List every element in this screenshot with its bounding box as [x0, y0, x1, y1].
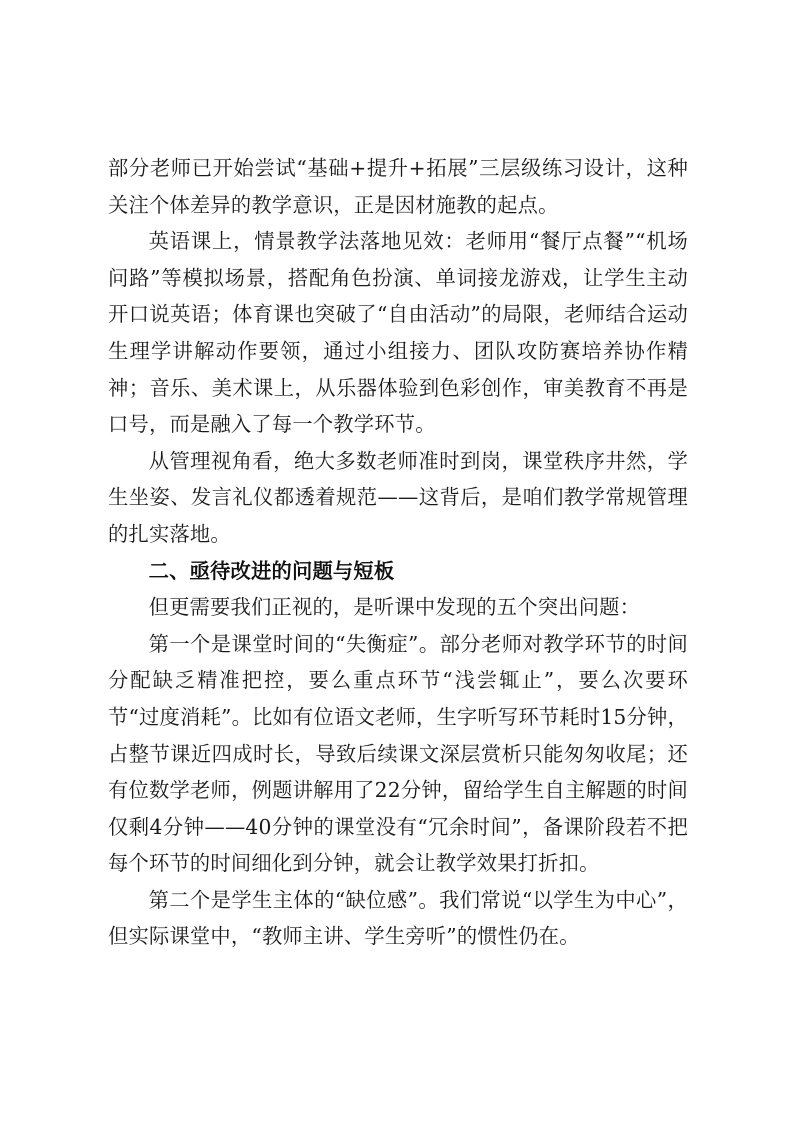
paragraph-problem-one: 第一个是课堂时间的“失衡症”。部分老师对教学环节的时间分配缺乏精准把控，要么重点环节“浅尝辄止”，要么次要环节“过度消耗”。比如有位语文老师，生字听写环节耗时15分钟，占整节课近四成时长，导致后续课文深层赏析只能匆匆收尾；还有位数学老师，例题讲解用了22分钟，留给学生自主解题的时间仅剩4分钟——40分钟的课堂没有“冗余时间”，备课阶段若不把每个环节的时间细化到分钟，就会让教学效果打折扣。 [108, 631, 688, 876]
paragraph-english-pe-arts: 英语课上，情景教学法落地见效：老师用“餐厅点餐”“机场问路”等模拟场景，搭配角色扮演、单词接龙游戏，让学生主动开口说英语；体育课也突破了“自由活动”的局限，老师结合运动生理学讲解动作要领，通过小组接力、团队攻防赛培养协作精神；音乐、美术课上，从乐器体验到色彩创作，审美教育不再是口号，而是融入了每一个教学环节。 [108, 229, 688, 437]
paragraph-intro-problems: 但更需要我们正视的，是听课中发现的五个突出问题： [148, 595, 641, 620]
paragraph-problem-two: 第二个是学生主体的“缺位感”。我们常说“以学生为中心”，但实际课堂中，“教师主讲、学生旁听”的惯性仍在。 [108, 887, 688, 949]
section-heading: 二、亟待改进的问题与短板 [148, 558, 395, 583]
paragraph-continued: 部分老师已开始尝试“基础+提升+拓展”三层级练习设计，这种关注个体差异的教学意识，正是因材施教的起点。 [108, 156, 688, 217]
paragraph-management: 从管理视角看，绝大多数老师准时到岗，课堂秩序井然，学生坐姿、发言礼仪都透着规范——这背后，是咱们教学常规管理的扎实落地。 [108, 448, 688, 546]
document-body [108, 150, 688, 955]
